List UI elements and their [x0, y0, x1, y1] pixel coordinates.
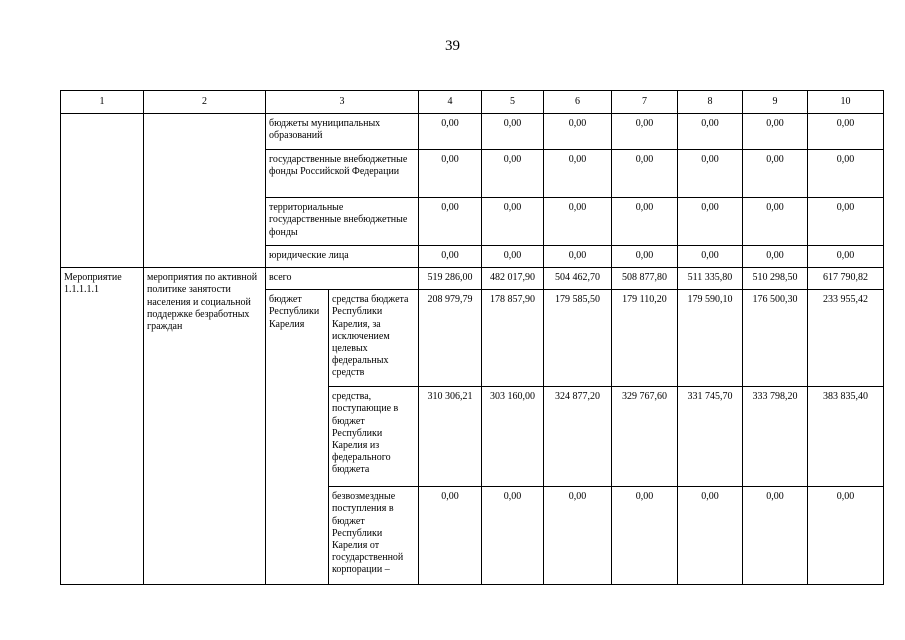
value-cell: 0,00	[419, 487, 482, 585]
header-cell-8: 8	[678, 91, 743, 114]
value-cell: 0,00	[544, 487, 612, 585]
value-cell: 0,00	[482, 114, 544, 150]
table-row	[61, 114, 884, 150]
value-cell: 176 500,30	[743, 290, 808, 387]
value-cell: 519 286,00	[419, 268, 482, 290]
value-cell: 0,00	[544, 198, 612, 246]
value-cell: 0,00	[482, 487, 544, 585]
value-cell: 310 306,21	[419, 387, 482, 487]
value-cell: 233 955,42	[808, 290, 884, 387]
value-cell: 0,00	[808, 198, 884, 246]
empty-cell	[144, 114, 266, 268]
row-label: безвозмездные поступления в бюджет Республики Карелия от государственной корпорации –	[329, 487, 419, 585]
row-label: юридические лица	[266, 246, 419, 268]
value-cell: 333 798,20	[743, 387, 808, 487]
header-cell-10: 10	[808, 91, 884, 114]
value-cell: 0,00	[808, 150, 884, 198]
value-cell: 179 590,10	[678, 290, 743, 387]
value-cell: 303 160,00	[482, 387, 544, 487]
value-cell: 0,00	[743, 114, 808, 150]
row-label: бюджеты муниципальных образований	[266, 114, 419, 150]
value-cell: 508 877,80	[612, 268, 678, 290]
table-row	[61, 268, 884, 290]
value-cell: 0,00	[612, 114, 678, 150]
value-cell: 0,00	[482, 246, 544, 268]
value-cell: 617 790,82	[808, 268, 884, 290]
header-cell-3: 3	[266, 91, 419, 114]
value-cell: 0,00	[482, 150, 544, 198]
value-cell: 0,00	[419, 198, 482, 246]
value-cell: 0,00	[419, 114, 482, 150]
value-cell: 0,00	[808, 487, 884, 585]
row-label: территориальные государственные внебюджетные фонды	[266, 198, 419, 246]
value-cell: 0,00	[743, 198, 808, 246]
value-cell: 0,00	[678, 487, 743, 585]
page-number: 39	[445, 38, 460, 54]
value-cell: 0,00	[612, 198, 678, 246]
event-name: мероприятия по активной политике занятости населения и социальной поддержке безработных граждан	[144, 268, 266, 585]
header-cell-1: 1	[61, 91, 144, 114]
value-cell: 504 462,70	[544, 268, 612, 290]
value-cell: 510 298,50	[743, 268, 808, 290]
empty-cell	[61, 114, 144, 268]
value-cell: 0,00	[612, 246, 678, 268]
row-label: средства, поступающие в бюджет Республики Карелия из федерального бюджета	[329, 387, 419, 487]
value-cell: 482 017,90	[482, 268, 544, 290]
value-cell: 0,00	[544, 114, 612, 150]
value-cell: 0,00	[612, 150, 678, 198]
value-cell: 0,00	[544, 246, 612, 268]
value-cell: 383 835,40	[808, 387, 884, 487]
value-cell: 0,00	[743, 487, 808, 585]
value-cell: 0,00	[743, 150, 808, 198]
value-cell: 208 979,79	[419, 290, 482, 387]
row-label: средства бюджета Республики Карелия, за исключением целевых федеральных средств	[329, 290, 419, 387]
value-cell: 179 110,20	[612, 290, 678, 387]
header-row	[61, 91, 884, 114]
value-cell: 511 335,80	[678, 268, 743, 290]
value-cell: 179 585,50	[544, 290, 612, 387]
event-code: Мероприятие 1.1.1.1.1	[61, 268, 144, 585]
value-cell: 0,00	[544, 150, 612, 198]
value-cell: 0,00	[482, 198, 544, 246]
header-cell-9: 9	[743, 91, 808, 114]
value-cell: 329 767,60	[612, 387, 678, 487]
value-cell: 0,00	[678, 246, 743, 268]
value-cell: 0,00	[678, 150, 743, 198]
header-cell-4: 4	[419, 91, 482, 114]
budget-table	[60, 90, 884, 585]
value-cell: 0,00	[678, 198, 743, 246]
value-cell: 0,00	[743, 246, 808, 268]
value-cell: 0,00	[612, 487, 678, 585]
value-cell: 0,00	[419, 246, 482, 268]
row-label: государственные внебюджетные фонды Российской Федерации	[266, 150, 419, 198]
value-cell: 0,00	[808, 246, 884, 268]
value-cell: 0,00	[808, 114, 884, 150]
value-cell: 331 745,70	[678, 387, 743, 487]
value-cell: 324 877,20	[544, 387, 612, 487]
header-cell-7: 7	[612, 91, 678, 114]
value-cell: 0,00	[678, 114, 743, 150]
budget-label: бюджет Республики Карелия	[266, 290, 329, 585]
header-cell-5: 5	[482, 91, 544, 114]
header-cell-6: 6	[544, 91, 612, 114]
value-cell: 0,00	[419, 150, 482, 198]
header-cell-2: 2	[144, 91, 266, 114]
row-label: всего	[266, 268, 419, 290]
value-cell: 178 857,90	[482, 290, 544, 387]
